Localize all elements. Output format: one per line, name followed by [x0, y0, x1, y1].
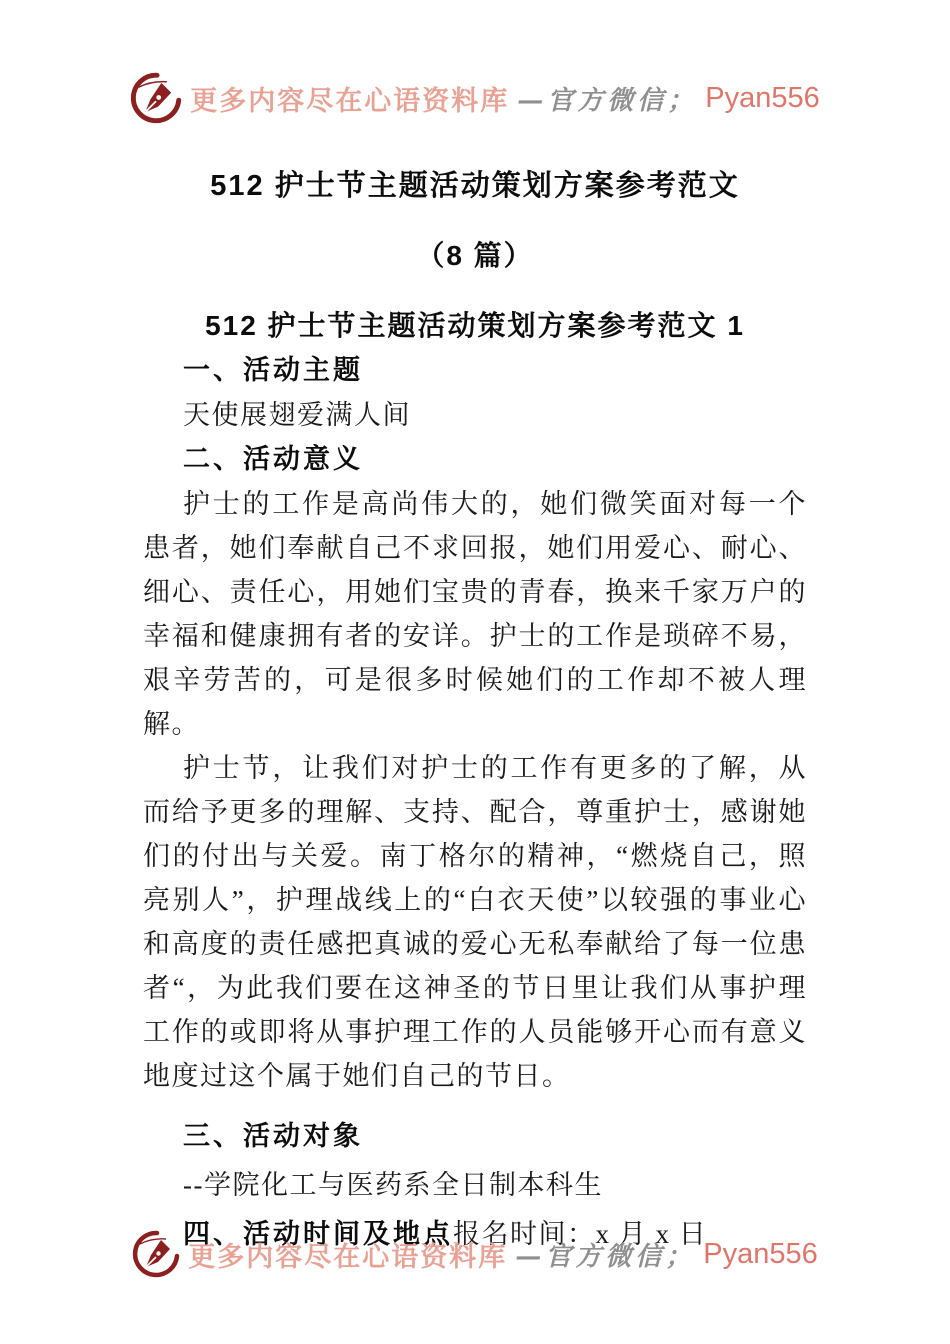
document-title: 512 护士节主题活动策划方案参考范文: [210, 170, 740, 202]
article-title: 512 护士节主题活动策划方案参考范文 1: [205, 310, 745, 341]
document-subtitle: （8 篇）: [416, 240, 534, 271]
watermark-wechat-label: —官方微信；: [517, 85, 698, 116]
watermark-wechat-account: Pyan556: [705, 81, 820, 114]
header-watermark: [0, 72, 950, 124]
document-body: [143, 164, 807, 1259]
section-text-time: 报名时间：x 月 x 日: [453, 1219, 708, 1249]
watermark-wechat-account: Pyan556: [703, 1237, 818, 1270]
pen-swirl-icon: [132, 1230, 180, 1278]
significance-paragraph-1: 护士的工作是高尚伟大的，她们微笑面对每一个患者，她们奉献自己不求回报，她们用爱心、耐心、细心、责任心，用她们宝贵的青春，换来千家万户的幸福和健康拥有者的安详。护士的工作是琐碎不易，艰辛劳苦的，可是很多时候她们的工作却不被人理解。: [143, 489, 807, 739]
section-heading-theme: 一、活动主题: [183, 355, 363, 385]
section-heading-time-location: 四、活动时间及地点: [183, 1219, 453, 1249]
section-text-audience: --学院化工与医药系全日制本科生: [183, 1170, 603, 1200]
footer-watermark: [0, 1230, 950, 1278]
watermark-brand-text: 更多内容尽在心语资料库: [190, 85, 510, 116]
watermark-wechat-label: —官方微信；: [515, 1241, 696, 1272]
watermark-brand-text: 更多内容尽在心语资料库: [188, 1241, 508, 1272]
section-text-theme: 天使展翅爱满人间: [183, 400, 411, 430]
section-heading-audience: 三、活动对象: [183, 1121, 363, 1151]
pen-swirl-icon: [130, 72, 182, 124]
significance-paragraph-2: 护士节，让我们对护士的工作有更多的了解，从而给予更多的理解、支持、配合，尊重护士，感谢她们的付出与关爱。南丁格尔的精神，“燃烧自己，照亮别人”，护理战线上的“白衣天使”以较强的事业心和高度的责任感把真诚的爱心无私奉献给了每一位患者“，为此我们要在这神圣的节日里让我们从事护理工作的或即将从事护理工作的人员能够开心而有意义地度过这个属于她们自己的节日。: [143, 753, 807, 1091]
section-heading-significance: 二、活动意义: [183, 444, 363, 474]
